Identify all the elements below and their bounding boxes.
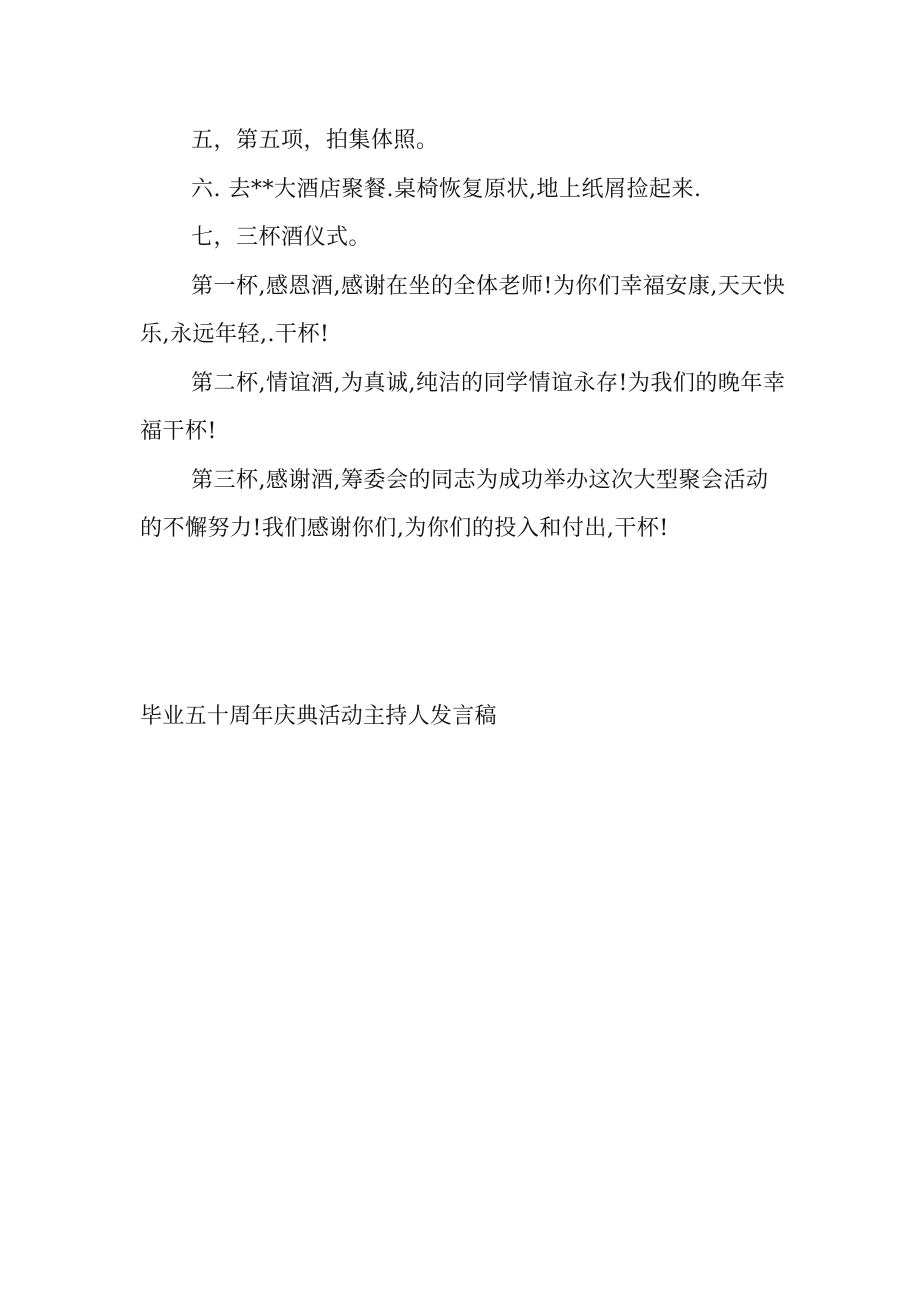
paragraph-item-5-photo: 五，第五项，拍集体照。 <box>191 128 439 153</box>
paragraph-first-toast: 第一杯,感恩酒,感谢在坐的全体老师!为你们幸福安康,天天快乐,永远年轻,.干杯! <box>140 273 786 347</box>
paragraph-second-toast: 第二杯,情谊酒,为真诚,纯洁的同学情谊永存!为我们的晚年幸福干杯! <box>140 370 786 444</box>
paragraph-item-7-toast: 七，三杯酒仪式。 <box>191 225 372 250</box>
paragraph-item-6-dinner: 六. 去**大酒店聚餐.桌椅恢复原状,地上纸屑捡起来. <box>191 176 702 202</box>
next-document-title: 毕业五十周年庆典活动主持人发言稿 <box>140 704 497 729</box>
document-body <box>140 117 790 554</box>
paragraph-third-toast: 第三杯,感谢酒,筹委会的同志为成功举办这次大型聚会活动的不懈努力!我们感谢你们,为你们的投入和付出,干杯! <box>140 467 769 541</box>
